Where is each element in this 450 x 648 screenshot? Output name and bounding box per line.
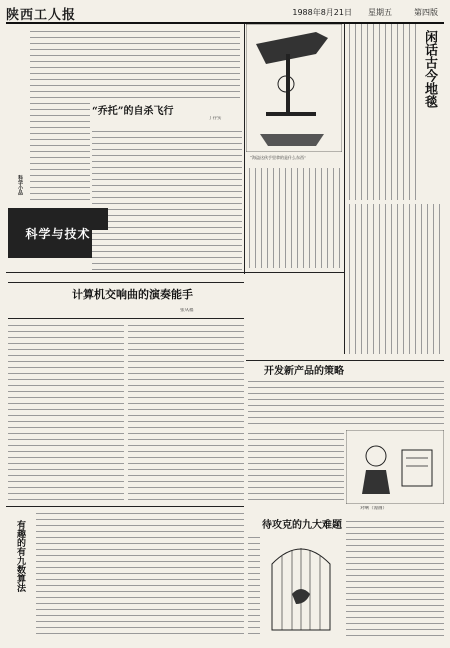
page-number: 第四版	[414, 8, 438, 17]
headline-qiaotuo: “乔托”的自杀飞行	[92, 106, 174, 117]
article-body-qiaotuo-left	[30, 100, 90, 200]
section-banner-title: 科学与技术	[25, 227, 91, 241]
column-label-kexue-xiaopin: 科学小品	[17, 175, 23, 195]
illustration-ship	[246, 24, 342, 152]
article-body-kaifa	[248, 378, 444, 428]
article-body-qiaotuo-main	[92, 128, 242, 228]
vdivider-2	[344, 24, 345, 354]
divider-3	[6, 506, 244, 507]
music-rule-top	[8, 282, 244, 283]
headline-music: 计算机交响曲的演奏能手	[72, 288, 193, 301]
article-body-jiuda-right	[346, 518, 444, 638]
article-body-music-1	[8, 322, 124, 502]
article-body-top	[30, 28, 240, 98]
article-body-center-vertical	[246, 168, 342, 268]
headline-xianhua: 闲话古今地毯	[422, 30, 437, 108]
article-body-music-2	[128, 322, 244, 502]
byline-qiaotuo: 丁存实	[208, 116, 222, 121]
illustration-cartoon	[346, 430, 444, 504]
article-body-xianhua-2	[346, 204, 442, 354]
article-body-below-banner	[92, 230, 242, 270]
illustration-caption: “海盗这伙手里拿的是什么东西”	[250, 155, 307, 160]
vdivider-1	[244, 24, 245, 274]
music-rule-bottom	[8, 318, 244, 319]
issue-weekday: 星期五	[368, 8, 392, 17]
illustration-birdcage	[262, 534, 340, 638]
article-body-xianhua-1	[346, 24, 416, 200]
cartoon-caption: 对啊（漫画）	[360, 506, 387, 511]
article-body-suanshu	[36, 510, 244, 638]
article-body-jiuda-left	[248, 534, 260, 638]
headline-suanshu: 有趣的有九数算法	[15, 520, 25, 592]
headline-kaifa: 开发新产品的策略	[264, 366, 344, 377]
masthead	[6, 4, 444, 24]
divider-1	[6, 272, 344, 273]
headline-jiuda: 待攻克的九大难题	[262, 520, 342, 531]
issue-date: 1988年8月21日	[292, 8, 352, 17]
newspaper-name: 陕西工人报	[6, 8, 77, 23]
article-body-kaifa-2	[248, 430, 344, 500]
byline-music: 张从福	[180, 308, 194, 313]
divider-2	[246, 360, 444, 361]
